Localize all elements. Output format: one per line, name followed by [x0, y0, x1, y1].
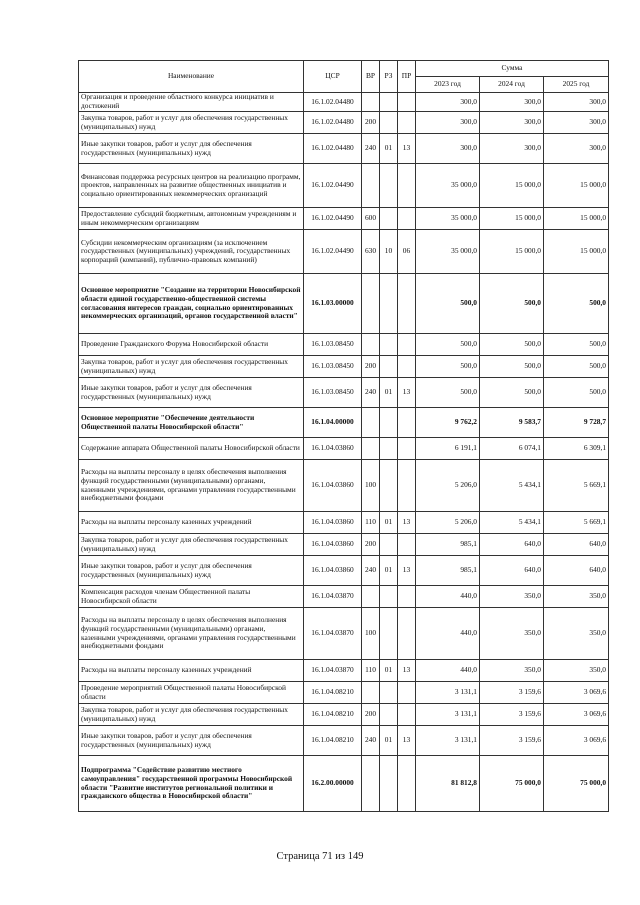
cell-name: Содержание аппарата Общественной палаты Новосибирской области — [79, 438, 304, 460]
cell-2025: 500,0 — [544, 334, 609, 356]
cell-2023: 500,0 — [416, 334, 480, 356]
table-row — [79, 438, 609, 460]
page-number: Страница 71 из 149 — [276, 851, 364, 862]
cell-2025: 640,0 — [544, 534, 609, 556]
cell-name: Иные закупки товаров, работ и услуг для обеспечения государственных (муниципальных) нужд — [79, 378, 304, 408]
cell-pr — [398, 164, 416, 208]
cell-2025: 500,0 — [544, 378, 609, 408]
table-row — [79, 682, 609, 704]
cell-rz — [380, 534, 398, 556]
cell-pr: 13 — [398, 556, 416, 586]
cell-2024: 5 434,1 — [480, 512, 544, 534]
cell-vr: 240 — [362, 726, 380, 756]
cell-rz — [380, 208, 398, 230]
cell-pr — [398, 704, 416, 726]
cell-name: Закупка товаров, работ и услуг для обеспечения государственных (муниципальных) нужд — [79, 534, 304, 556]
cell-2025: 15 000,0 — [544, 208, 609, 230]
cell-pr — [398, 356, 416, 378]
table-row — [79, 704, 609, 726]
cell-2023: 500,0 — [416, 378, 480, 408]
cell-2023: 35 000,0 — [416, 164, 480, 208]
cell-2024: 3 159,6 — [480, 704, 544, 726]
cell-vr: 240 — [362, 556, 380, 586]
cell-2024: 350,0 — [480, 660, 544, 682]
cell-name: Закупка товаров, работ и услуг для обеспечения государственных (муниципальных) нужд — [79, 704, 304, 726]
table-row — [79, 660, 609, 682]
cell-vr — [362, 334, 380, 356]
cell-2025: 15 000,0 — [544, 164, 609, 208]
cell-vr: 200 — [362, 112, 380, 134]
table-row — [79, 408, 609, 438]
cell-rz — [380, 408, 398, 438]
cell-name: Субсидии некоммерческим организациям (за исключением государственных (муниципальных) учреждений, государственных корпораций (компаний), публично-правовых компаний) — [79, 230, 304, 274]
cell-2024: 15 000,0 — [480, 164, 544, 208]
header-name: Наименование — [79, 61, 304, 93]
cell-rz — [380, 704, 398, 726]
cell-pr — [398, 334, 416, 356]
cell-name: Закупка товаров, работ и услуг для обеспечения государственных (муниципальных) нужд — [79, 112, 304, 134]
header-year-2024: 2024 год — [480, 77, 544, 93]
cell-2024: 350,0 — [480, 586, 544, 608]
cell-2023: 9 762,2 — [416, 408, 480, 438]
cell-csr: 16.1.02.04480 — [304, 93, 362, 112]
cell-pr: 13 — [398, 660, 416, 682]
table-row — [79, 586, 609, 608]
cell-vr — [362, 274, 380, 334]
cell-2024: 640,0 — [480, 556, 544, 586]
cell-csr: 16.2.00.00000 — [304, 756, 362, 812]
cell-2024: 300,0 — [480, 112, 544, 134]
cell-vr: 200 — [362, 534, 380, 556]
cell-name: Подпрограмма "Содействие развитию местного самоуправления" государственной программы Новосибирской области "Развитие институтов региональной политики и гражданского общества в Новосибирской области" — [79, 756, 304, 812]
cell-2025: 3 069,6 — [544, 682, 609, 704]
cell-name: Основное мероприятие "Обеспечение деятельности Общественной палаты Новосибирской области" — [79, 408, 304, 438]
cell-csr: 16.1.03.08450 — [304, 356, 362, 378]
cell-csr: 16.1.02.04480 — [304, 112, 362, 134]
cell-name: Компенсация расходов членам Общественной палаты Новосибирской области — [79, 586, 304, 608]
cell-2025: 350,0 — [544, 660, 609, 682]
cell-2024: 15 000,0 — [480, 208, 544, 230]
table-row — [79, 512, 609, 534]
cell-vr: 200 — [362, 704, 380, 726]
cell-2024: 75 000,0 — [480, 756, 544, 812]
cell-2024: 300,0 — [480, 134, 544, 164]
cell-name: Расходы на выплаты персоналу в целях обеспечения выполнения функций государственными (муниципальными) органами, казенными учреждениями, органами управления государственными внебюджетными фондами — [79, 460, 304, 512]
table-row — [79, 93, 609, 112]
cell-rz: 01 — [380, 726, 398, 756]
cell-pr: 13 — [398, 378, 416, 408]
cell-csr: 16.1.04.03870 — [304, 586, 362, 608]
cell-2024: 5 434,1 — [480, 460, 544, 512]
table-row — [79, 274, 609, 334]
cell-pr — [398, 608, 416, 660]
cell-vr — [362, 93, 380, 112]
cell-csr: 16.1.04.03860 — [304, 460, 362, 512]
cell-csr: 16.1.02.04480 — [304, 134, 362, 164]
cell-2025: 500,0 — [544, 356, 609, 378]
cell-csr: 16.1.04.03870 — [304, 608, 362, 660]
cell-pr: 13 — [398, 134, 416, 164]
cell-name: Иные закупки товаров, работ и услуг для обеспечения государственных (муниципальных) нужд — [79, 726, 304, 756]
cell-2024: 500,0 — [480, 334, 544, 356]
table-header — [79, 61, 609, 93]
header-csr: ЦСР — [304, 61, 362, 93]
cell-2024: 6 074,1 — [480, 438, 544, 460]
cell-csr: 16.1.04.08210 — [304, 682, 362, 704]
cell-name: Финансовая поддержка ресурсных центров на реализацию программ, проектов, направленных на развитие общественных инициатив и социально ориентированных некоммерческих организаций — [79, 164, 304, 208]
cell-vr: 100 — [362, 460, 380, 512]
cell-2025: 300,0 — [544, 134, 609, 164]
cell-rz — [380, 586, 398, 608]
cell-name: Иные закупки товаров, работ и услуг для обеспечения государственных (муниципальных) нужд — [79, 556, 304, 586]
cell-vr — [362, 682, 380, 704]
cell-csr: 16.1.04.00000 — [304, 408, 362, 438]
cell-name: Расходы на выплаты персоналу казенных учреждений — [79, 512, 304, 534]
cell-rz — [380, 164, 398, 208]
cell-2023: 3 131,1 — [416, 726, 480, 756]
table-row — [79, 460, 609, 512]
table-row — [79, 534, 609, 556]
header-year-2023: 2023 год — [416, 77, 480, 93]
cell-vr — [362, 756, 380, 812]
cell-rz — [380, 274, 398, 334]
cell-2024: 500,0 — [480, 274, 544, 334]
cell-2025: 500,0 — [544, 274, 609, 334]
cell-2024: 15 000,0 — [480, 230, 544, 274]
cell-2025: 3 069,6 — [544, 704, 609, 726]
cell-rz — [380, 438, 398, 460]
cell-2025: 350,0 — [544, 608, 609, 660]
cell-2023: 300,0 — [416, 93, 480, 112]
cell-2023: 3 131,1 — [416, 682, 480, 704]
header-pr: ПР — [398, 61, 416, 93]
table-row — [79, 726, 609, 756]
cell-2025: 6 309,1 — [544, 438, 609, 460]
cell-csr: 16.1.03.08450 — [304, 334, 362, 356]
cell-pr: 13 — [398, 512, 416, 534]
table-row — [79, 134, 609, 164]
cell-2023: 5 206,0 — [416, 460, 480, 512]
cell-rz — [380, 682, 398, 704]
table-row — [79, 356, 609, 378]
cell-vr: 240 — [362, 378, 380, 408]
cell-csr: 16.1.04.03860 — [304, 512, 362, 534]
cell-name: Закупка товаров, работ и услуг для обеспечения государственных (муниципальных) нужд — [79, 356, 304, 378]
cell-name: Основное мероприятие "Создание на территории Новосибирской области единой государственно-общественной системы согласования интересов граждан, социально ориентированных некоммерческих организаций, органов государственной власти" — [79, 274, 304, 334]
cell-csr: 16.1.02.04490 — [304, 208, 362, 230]
table-row — [79, 608, 609, 660]
cell-csr: 16.1.03.00000 — [304, 274, 362, 334]
cell-2025: 5 669,1 — [544, 460, 609, 512]
table-body — [79, 93, 609, 812]
cell-2024: 350,0 — [480, 608, 544, 660]
table-row — [79, 230, 609, 274]
cell-vr: 200 — [362, 356, 380, 378]
header-sum: Сумма — [416, 61, 609, 77]
cell-pr — [398, 438, 416, 460]
cell-2024: 3 159,6 — [480, 726, 544, 756]
cell-pr — [398, 460, 416, 512]
cell-2023: 35 000,0 — [416, 230, 480, 274]
cell-vr: 630 — [362, 230, 380, 274]
cell-rz: 01 — [380, 134, 398, 164]
table-row — [79, 556, 609, 586]
cell-2025: 5 669,1 — [544, 512, 609, 534]
cell-pr — [398, 534, 416, 556]
cell-rz — [380, 756, 398, 812]
budget-table — [78, 60, 609, 812]
cell-name: Предоставление субсидий бюджетным, автономным учреждениям и иным некоммерческим организациям — [79, 208, 304, 230]
cell-rz — [380, 334, 398, 356]
cell-vr: 100 — [362, 608, 380, 660]
header-rz: РЗ — [380, 61, 398, 93]
cell-csr: 16.1.04.08210 — [304, 704, 362, 726]
cell-2025: 300,0 — [544, 112, 609, 134]
cell-csr: 16.1.04.08210 — [304, 726, 362, 756]
cell-csr: 16.1.04.03860 — [304, 438, 362, 460]
cell-rz: 01 — [380, 512, 398, 534]
cell-pr: 06 — [398, 230, 416, 274]
cell-vr — [362, 408, 380, 438]
cell-csr: 16.1.04.03860 — [304, 534, 362, 556]
cell-2025: 640,0 — [544, 556, 609, 586]
table-row — [79, 164, 609, 208]
cell-pr: 13 — [398, 726, 416, 756]
cell-rz — [380, 460, 398, 512]
table-row — [79, 112, 609, 134]
cell-pr — [398, 682, 416, 704]
table-row — [79, 378, 609, 408]
cell-2024: 640,0 — [480, 534, 544, 556]
cell-rz — [380, 356, 398, 378]
table-row — [79, 208, 609, 230]
cell-vr — [362, 164, 380, 208]
cell-2024: 500,0 — [480, 378, 544, 408]
cell-name: Организация и проведение областного конкурса инициатив и достижений — [79, 93, 304, 112]
cell-csr: 16.1.02.04490 — [304, 164, 362, 208]
cell-pr — [398, 586, 416, 608]
cell-2025: 9 728,7 — [544, 408, 609, 438]
cell-2023: 300,0 — [416, 134, 480, 164]
cell-2023: 81 812,8 — [416, 756, 480, 812]
cell-2025: 350,0 — [544, 586, 609, 608]
header-vr: ВР — [362, 61, 380, 93]
cell-2023: 6 191,1 — [416, 438, 480, 460]
cell-2023: 3 131,1 — [416, 704, 480, 726]
cell-rz: 01 — [380, 660, 398, 682]
cell-name: Иные закупки товаров, работ и услуг для обеспечения государственных (муниципальных) нужд — [79, 134, 304, 164]
cell-name: Проведение мероприятий Общественной палаты Новосибирской области — [79, 682, 304, 704]
cell-rz: 01 — [380, 378, 398, 408]
cell-vr: 110 — [362, 660, 380, 682]
cell-2024: 3 159,6 — [480, 682, 544, 704]
cell-2023: 985,1 — [416, 534, 480, 556]
cell-2023: 300,0 — [416, 112, 480, 134]
cell-rz: 01 — [380, 556, 398, 586]
cell-csr: 16.1.03.08450 — [304, 378, 362, 408]
cell-vr: 110 — [362, 512, 380, 534]
cell-2025: 300,0 — [544, 93, 609, 112]
cell-vr: 600 — [362, 208, 380, 230]
cell-2023: 985,1 — [416, 556, 480, 586]
cell-2023: 35 000,0 — [416, 208, 480, 230]
cell-name: Расходы на выплаты персоналу казенных учреждений — [79, 660, 304, 682]
cell-2025: 15 000,0 — [544, 230, 609, 274]
cell-2024: 500,0 — [480, 356, 544, 378]
cell-2025: 75 000,0 — [544, 756, 609, 812]
cell-name: Расходы на выплаты персоналу в целях обеспечения выполнения функций государственными (муниципальными) органами, казенными учреждениями, органами управления государственными внебюджетными фондами — [79, 608, 304, 660]
table-row — [79, 756, 609, 812]
cell-2023: 5 206,0 — [416, 512, 480, 534]
cell-2023: 440,0 — [416, 608, 480, 660]
cell-rz — [380, 608, 398, 660]
cell-vr — [362, 586, 380, 608]
cell-pr — [398, 112, 416, 134]
cell-name: Проведение Гражданского Форума Новосибирской области — [79, 334, 304, 356]
cell-rz — [380, 93, 398, 112]
cell-vr: 240 — [362, 134, 380, 164]
table-row — [79, 334, 609, 356]
header-year-2025: 2025 год — [544, 77, 609, 93]
cell-2023: 440,0 — [416, 586, 480, 608]
cell-pr — [398, 756, 416, 812]
cell-2023: 440,0 — [416, 660, 480, 682]
cell-csr: 16.1.04.03860 — [304, 556, 362, 586]
cell-2023: 500,0 — [416, 274, 480, 334]
cell-vr — [362, 438, 380, 460]
cell-pr — [398, 93, 416, 112]
cell-2023: 500,0 — [416, 356, 480, 378]
cell-2024: 300,0 — [480, 93, 544, 112]
cell-pr — [398, 274, 416, 334]
cell-pr — [398, 208, 416, 230]
cell-2025: 3 069,6 — [544, 726, 609, 756]
cell-2024: 9 583,7 — [480, 408, 544, 438]
cell-rz: 10 — [380, 230, 398, 274]
cell-rz — [380, 112, 398, 134]
cell-pr — [398, 408, 416, 438]
cell-csr: 16.1.02.04490 — [304, 230, 362, 274]
cell-csr: 16.1.04.03870 — [304, 660, 362, 682]
